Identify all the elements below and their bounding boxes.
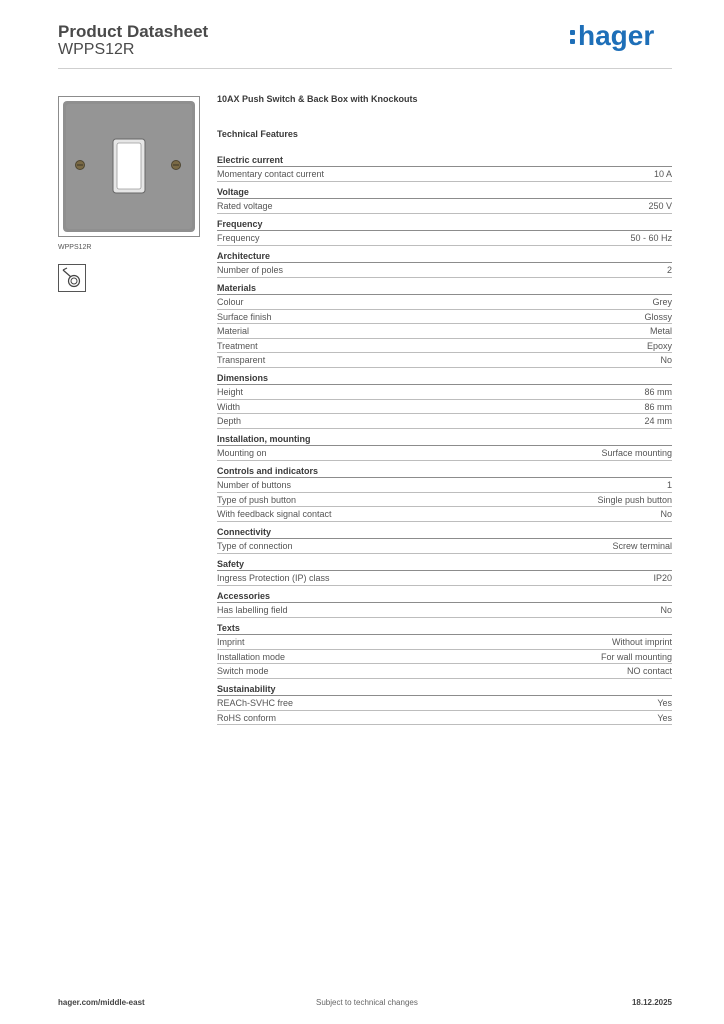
spec-label: Frequency bbox=[217, 233, 260, 243]
spec-label: Transparent bbox=[217, 355, 266, 365]
spec-label: REACh-SVHC free bbox=[217, 698, 294, 708]
spec-section bbox=[217, 590, 672, 618]
spec-section bbox=[217, 154, 672, 182]
spec-row bbox=[217, 507, 672, 522]
spec-row bbox=[217, 310, 672, 325]
spec-value: No bbox=[660, 355, 672, 365]
footer-date: 18.12.2025 bbox=[631, 998, 672, 1007]
page-header bbox=[58, 20, 672, 70]
spec-label: Type of connection bbox=[217, 541, 293, 551]
spec-row bbox=[217, 167, 672, 182]
spec-value: No bbox=[660, 605, 672, 615]
section-title: Safety bbox=[217, 558, 672, 571]
spec-row bbox=[217, 263, 672, 278]
brand-wordmark: hager bbox=[578, 20, 655, 51]
spec-section bbox=[217, 186, 672, 214]
spec-value: For wall mounting bbox=[600, 651, 672, 662]
spec-row bbox=[217, 539, 672, 554]
product-image bbox=[58, 96, 200, 237]
spec-section bbox=[217, 372, 672, 429]
spec-row bbox=[217, 571, 672, 586]
spec-value: IP20 bbox=[653, 573, 672, 583]
spec-row bbox=[217, 339, 672, 354]
spec-value: Without imprint bbox=[611, 637, 672, 647]
spec-row bbox=[217, 385, 672, 400]
spec-label: Width bbox=[217, 401, 241, 412]
footer-notice: Subject to technical changes bbox=[316, 998, 418, 1007]
spec-sections bbox=[217, 154, 672, 725]
section-title: Connectivity bbox=[217, 526, 672, 539]
section-title: Materials bbox=[217, 282, 672, 295]
spec-label: Material bbox=[217, 326, 250, 336]
hager-logo bbox=[568, 20, 672, 54]
spec-label: Treatment bbox=[217, 340, 258, 351]
section-title: Sustainability bbox=[217, 683, 672, 696]
spec-row bbox=[217, 664, 672, 679]
spec-row bbox=[217, 400, 672, 415]
spec-section bbox=[217, 218, 672, 246]
footer-website: hager.com/middle-east bbox=[58, 998, 145, 1007]
spec-label: Momentary contact current bbox=[217, 169, 325, 179]
spec-label: Colour bbox=[217, 297, 244, 307]
spec-label: RoHS conform bbox=[217, 712, 277, 723]
spec-value: 250 V bbox=[648, 201, 672, 211]
surface-mounting-icon bbox=[58, 264, 86, 292]
spec-section bbox=[217, 558, 672, 586]
spec-row bbox=[217, 493, 672, 508]
spec-value: 86 mm bbox=[644, 387, 672, 397]
section-title: Dimensions bbox=[217, 372, 672, 385]
spec-label: Number of poles bbox=[217, 265, 284, 275]
spec-section bbox=[217, 526, 672, 554]
spec-label: Surface finish bbox=[217, 311, 272, 322]
spec-row bbox=[217, 231, 672, 246]
spec-value: 86 mm bbox=[644, 401, 672, 412]
spec-label: With feedback signal contact bbox=[217, 509, 332, 519]
spec-value: Yes bbox=[657, 698, 672, 708]
page-title: Product Datasheet bbox=[58, 22, 209, 41]
section-title: Voltage bbox=[217, 186, 672, 199]
spec-value: 24 mm bbox=[644, 416, 672, 426]
spec-value: 2 bbox=[666, 265, 672, 275]
spec-label: Height bbox=[217, 387, 244, 397]
header-divider bbox=[58, 68, 672, 69]
spec-value: No bbox=[660, 509, 672, 519]
spec-section bbox=[217, 282, 672, 368]
section-title: Accessories bbox=[217, 590, 672, 603]
spec-value: Single push button bbox=[597, 494, 672, 505]
spec-row bbox=[217, 353, 672, 368]
spec-row bbox=[217, 603, 672, 618]
spec-label: Mounting on bbox=[217, 448, 267, 458]
spec-row bbox=[217, 696, 672, 711]
spec-label: Rated voltage bbox=[217, 201, 273, 211]
spec-value: Surface mounting bbox=[601, 448, 672, 458]
spec-row bbox=[217, 650, 672, 665]
spec-section bbox=[217, 433, 672, 461]
spec-value: Screw terminal bbox=[612, 541, 672, 551]
spec-row bbox=[217, 635, 672, 650]
spec-value: Glossy bbox=[644, 311, 672, 322]
spec-row bbox=[217, 295, 672, 310]
spec-label: Has labelling field bbox=[217, 605, 288, 615]
product-code: WPPS12R bbox=[58, 41, 135, 58]
image-caption: WPPS12R bbox=[58, 244, 92, 251]
spec-row bbox=[217, 478, 672, 493]
spec-row bbox=[217, 199, 672, 214]
spec-value: 50 - 60 Hz bbox=[630, 233, 672, 243]
spec-label: Imprint bbox=[217, 637, 245, 647]
section-title: Architecture bbox=[217, 250, 672, 263]
section-title: Texts bbox=[217, 622, 672, 635]
spec-label: Installation mode bbox=[217, 651, 286, 662]
spec-row bbox=[217, 446, 672, 461]
spec-value: Epoxy bbox=[646, 340, 672, 351]
spec-value: NO contact bbox=[626, 666, 672, 676]
technical-features-heading: Technical Features bbox=[217, 129, 298, 139]
spec-value: Yes bbox=[657, 712, 672, 723]
spec-row bbox=[217, 414, 672, 429]
spec-content bbox=[217, 94, 672, 730]
product-description: 10AX Push Switch & Back Box with Knockouts bbox=[217, 94, 418, 104]
spec-section bbox=[217, 465, 672, 522]
spec-row bbox=[217, 711, 672, 726]
spec-value: Grey bbox=[652, 297, 672, 307]
section-title: Frequency bbox=[217, 218, 672, 231]
spec-label: Switch mode bbox=[217, 666, 269, 676]
spec-label: Number of buttons bbox=[217, 480, 292, 490]
section-title: Installation, mounting bbox=[217, 433, 672, 446]
spec-label: Depth bbox=[217, 416, 242, 426]
spec-label: Ingress Protection (IP) class bbox=[217, 573, 330, 583]
spec-section bbox=[217, 250, 672, 278]
section-title: Controls and indicators bbox=[217, 465, 672, 478]
spec-row bbox=[217, 324, 672, 339]
spec-section bbox=[217, 622, 672, 679]
spec-value: 1 bbox=[666, 480, 672, 490]
spec-value: 10 A bbox=[653, 169, 672, 179]
spec-value: Metal bbox=[649, 326, 672, 336]
spec-label: Type of push button bbox=[217, 494, 297, 505]
spec-section bbox=[217, 683, 672, 725]
section-title: Electric current bbox=[217, 154, 672, 167]
